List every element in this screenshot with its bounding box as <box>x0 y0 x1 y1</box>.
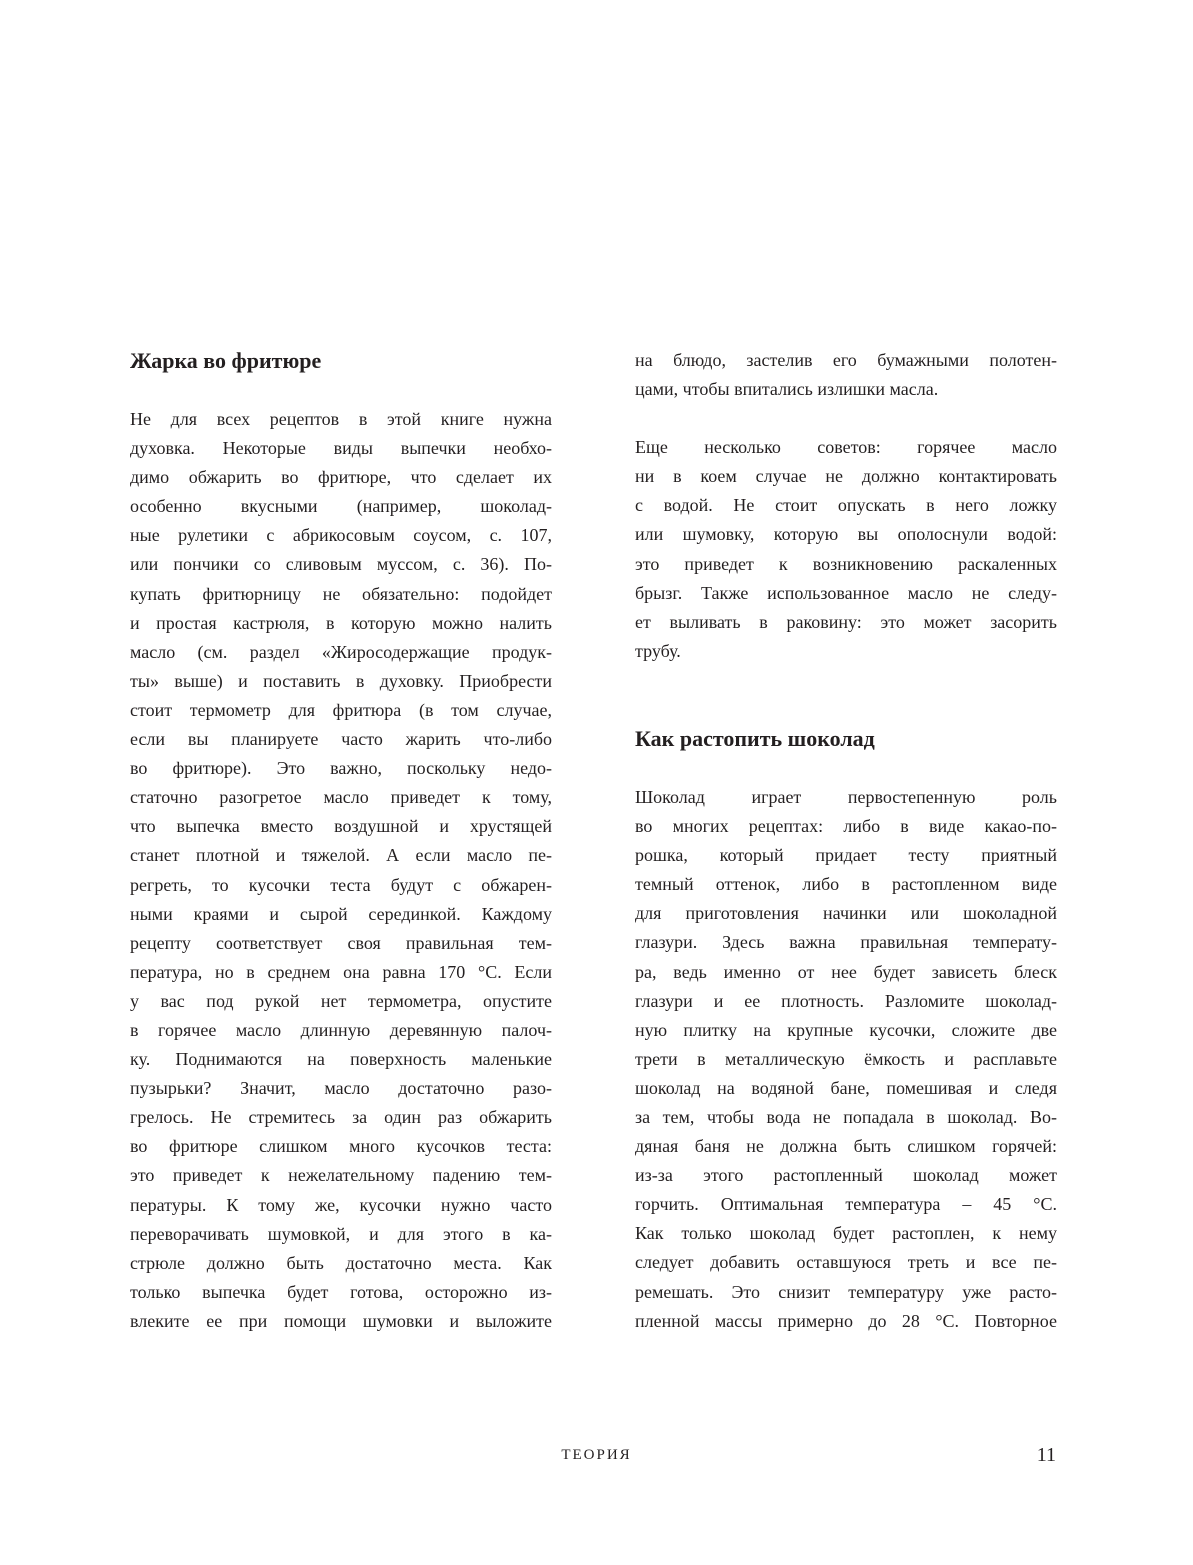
text-line: во многих рецептах: либо в виде какао-по- <box>635 816 1057 837</box>
text-line: пературы. К тому же, кусочки нужно часто <box>130 1194 552 1215</box>
text-line: регреть, то кусочки теста будут с обжарен- <box>130 874 552 895</box>
text-line: станет плотной и тяжелой. А если масло пе- <box>130 845 552 866</box>
text-line: дяная баня не должна быть слишком горячей: <box>635 1136 1057 1157</box>
text-line: ни в коем случае не должно контактировать <box>635 466 1057 487</box>
text-line: рошка, который придает тесту приятный <box>635 845 1057 866</box>
text-line: цами, чтобы впитались излишки масла. <box>635 379 939 400</box>
text-line: ную плитку на крупные кусочки, сложите две <box>635 1019 1057 1040</box>
text-line: пузырьки? Значит, масло достаточно разо- <box>130 1078 552 1099</box>
right-column <box>635 346 1057 1336</box>
text-line: димо обжарить во фритюре, что сделает их <box>130 467 552 488</box>
text-line: во фритюре). Это важно, поскольку недо- <box>130 758 552 779</box>
text-line: или шумовку, которую вы ополоснули водой: <box>635 524 1057 545</box>
text-line: переворачивать шумовкой, и для этого в ка- <box>130 1223 552 1244</box>
paragraph-deep-frying <box>130 405 552 1336</box>
text-line: ремешать. Это снизит температуру уже расто- <box>635 1281 1057 1302</box>
text-line: и простая кастрюля, в которую можно налить <box>130 612 552 633</box>
text-line: или пончики со сливовым муссом, с. 36). По- <box>130 554 552 575</box>
text-line: шоколад на водяной бане, помешивая и следя <box>635 1077 1057 1098</box>
text-line: для приготовления начинки или шоколадной <box>635 903 1057 924</box>
text-line: статочно разогретое масло приведет к тому, <box>130 787 552 808</box>
text-line: Еще несколько советов: горячее масло <box>635 437 1057 458</box>
text-line: ты» выше) и поставить в духовку. Приобрести <box>130 670 552 691</box>
text-line: трубу. <box>635 640 681 661</box>
text-line: трети в металлическую ёмкость и расплавьте <box>635 1048 1057 1069</box>
running-footer-section: ТЕОРИЯ <box>561 1447 632 1463</box>
section-heading-deep-frying: Жарка во фритюре <box>130 348 322 373</box>
text-line: масло (см. раздел «Жиросодержащие продук- <box>130 641 552 662</box>
paragraph-continuation <box>635 346 1057 404</box>
left-column <box>130 346 552 1336</box>
text-line: ные рулетики с абрикосовым соусом, с. 107, <box>130 525 552 546</box>
text-line: из-за этого растопленный шоколад может <box>635 1165 1057 1186</box>
text-line: это приведет к нежелательному падению тем- <box>130 1165 552 1186</box>
text-line: пленной массы примерно до 28 °С. Повторное <box>635 1310 1057 1331</box>
text-line: духовка. Некоторые виды выпечки необхо- <box>130 438 552 459</box>
text-line: следует добавить оставшуюся треть и все пе- <box>635 1252 1057 1273</box>
text-line: влеките ее при помощи шумовки и выложите <box>130 1310 552 1331</box>
text-line: за тем, чтобы вода не попадала в шоколад. Во- <box>635 1106 1057 1127</box>
text-line: на блюдо, застелив его бумажными полотен- <box>635 350 1057 370</box>
text-line: что выпечка вместо воздушной и хрустящей <box>130 816 552 837</box>
text-line: ет выливать в раковину: это может засорить <box>635 611 1057 632</box>
text-line: пература, но в среднем она равна 170 °С. Если <box>130 961 552 982</box>
text-line: Не для всех рецептов в этой книге нужна <box>130 409 552 429</box>
text-line: ра, ведь именно от нее будет зависеть блеск <box>635 961 1057 982</box>
text-line: стоит термометр для фритюра (в том случае, <box>130 699 552 720</box>
text-line: глазури. Здесь важна правильная температу- <box>635 932 1057 953</box>
text-line: темный оттенок, либо в растопленном виде <box>635 874 1057 895</box>
text-line: купать фритюрницу не обязательно: подойдет <box>130 583 552 604</box>
text-line: только выпечка будет готова, осторожно из- <box>130 1281 552 1302</box>
text-line: горчить. Оптимальная температура – 45 °С. <box>635 1194 1057 1215</box>
text-line: если вы планируете часто жарить что-либо <box>130 729 552 750</box>
text-line: Как только шоколад будет растоплен, к нему <box>635 1223 1057 1244</box>
text-line: с водой. Не стоит опускать в него ложку <box>635 495 1057 516</box>
text-line: брызг. Также использованное масло не следу- <box>635 582 1057 603</box>
text-line: грелось. Не стремитесь за один раз обжарить <box>130 1107 552 1128</box>
text-line: рецепту соответствует своя правильная тем- <box>130 932 552 953</box>
paragraph-chocolate <box>635 783 1057 1336</box>
text-line: особенно вкусными (например, шоколад- <box>130 496 552 517</box>
text-line: Шоколад играет первостепенную роль <box>635 786 1057 807</box>
section-heading-melting-chocolate: Как растопить шоколад <box>635 725 875 751</box>
text-line: у вас под рукой нет термометра, опустите <box>130 990 552 1011</box>
text-line: стрюле должно быть достаточно места. Как <box>130 1252 552 1273</box>
page-number: 11 <box>1036 1444 1056 1466</box>
text-line: во фритюре слишком много кусочков теста: <box>130 1136 552 1157</box>
text-line: в горячее масло длинную деревянную палоч- <box>130 1019 552 1040</box>
text-line: ку. Поднимаются на поверхность маленькие <box>130 1049 552 1070</box>
text-line: ными краями и сырой серединкой. Каждому <box>130 903 552 924</box>
text-line: глазури и ее плотность. Разломите шоколад- <box>635 990 1057 1011</box>
paragraph-tips <box>635 433 1057 666</box>
text-line: это приведет к возникновению раскаленных <box>635 553 1057 574</box>
